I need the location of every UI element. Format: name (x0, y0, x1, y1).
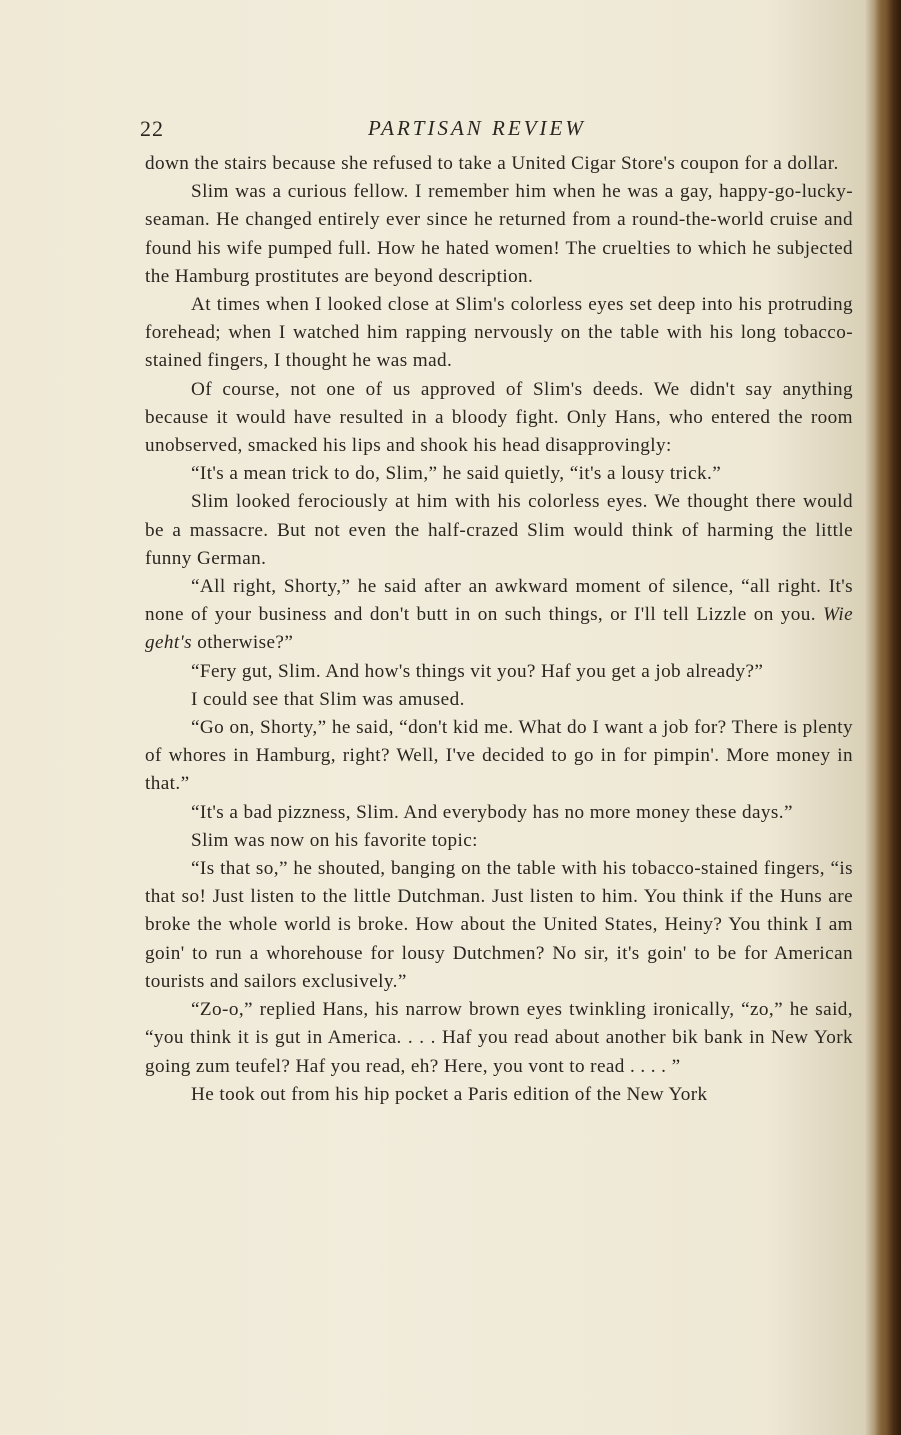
paragraph (145, 573, 853, 658)
paragraph-text: “All right, Shorty,” he said after an awkward moment of silence, “all right. It's none of your business and don't butt in on such things, or I'll tell Lizzle on you. (145, 576, 853, 626)
page-number: 22 (140, 116, 164, 141)
body-text (145, 150, 853, 1109)
paragraph: “It's a bad pizzness, Slim. And everybody has no more money these days.” (191, 801, 793, 823)
running-head: PARTISAN REVIEW (368, 116, 586, 140)
paragraph: down the stairs because she refused to take a United Cigar Store's coupon for a dollar. (145, 153, 839, 174)
paragraph: “Go on, Shorty,” he said, “don't kid me. What do I want a job for? There is plenty of whores in Hamburg, right? Well, I've decided to go in for pimpin'. More money in that.” (145, 717, 853, 795)
paragraph: “Zo-o,” replied Hans, his narrow brown eyes twinkling ironically, “zo,” he said, “you think it is gut in America. . . . Haf you read about another bik bank in New York going zum teufel? Haf you read, eh? Here, you vont to read . . . . ” (145, 999, 853, 1077)
paragraph: Of course, not one of us approved of Slim's deeds. We didn't say anything because it would have resulted in a bloody fight. Only Hans, who entered the room unobserved, smacked his lips and shook his head disapprovingly: (145, 378, 853, 457)
paragraph-text-tail: otherwise?” (192, 632, 294, 654)
italic-phrase: Wie geht's (145, 604, 853, 654)
paragraph: “Fery gut, Slim. And how's things vit you? Haf you get a job already?” (191, 660, 764, 682)
paragraph: Slim was now on his favorite topic: (191, 829, 478, 851)
paragraph: “Is that so,” he shouted, banging on the table with his tobacco-stained fingers, “is that so! Just listen to the little Dutchman. Just listen to him. You think if the Huns are broke the whole world is broke. How about the United States, Heiny? You think I am goin' to run a whorehouse for lousy Dutchmen? No sir, it's goin' to be for American tourists and sailors exclusively.” (145, 858, 853, 992)
book-spine-shadow (875, 0, 901, 1435)
paragraph: “It's a mean trick to do, Slim,” he said quietly, “it's a lousy trick.” (191, 463, 722, 485)
page-header (140, 116, 860, 152)
paragraph: Slim was a curious fellow. I remember him when he was a gay, happy-go-lucky-seaman. He changed entirely ever since he returned from a round-the-world cruise and found his wife pumped full. How he hated women! The cruelties to which he subjected the Hamburg prostitutes are beyond description. (145, 181, 853, 287)
paragraph: Slim looked ferociously at him with his colorless eyes. We thought there would be a massacre. But not even the half-crazed Slim would think of harming the little funny German. (145, 491, 853, 569)
paragraph: I could see that Slim was amused. (191, 688, 465, 710)
paragraph: He took out from his hip pocket a Paris edition of the New York (191, 1083, 708, 1105)
paragraph: At times when I looked close at Slim's colorless eyes set deep into his protruding forehead; when I watched him rapping nervously on the table with his long tobacco-stained fingers, I thought he was mad. (145, 294, 853, 372)
